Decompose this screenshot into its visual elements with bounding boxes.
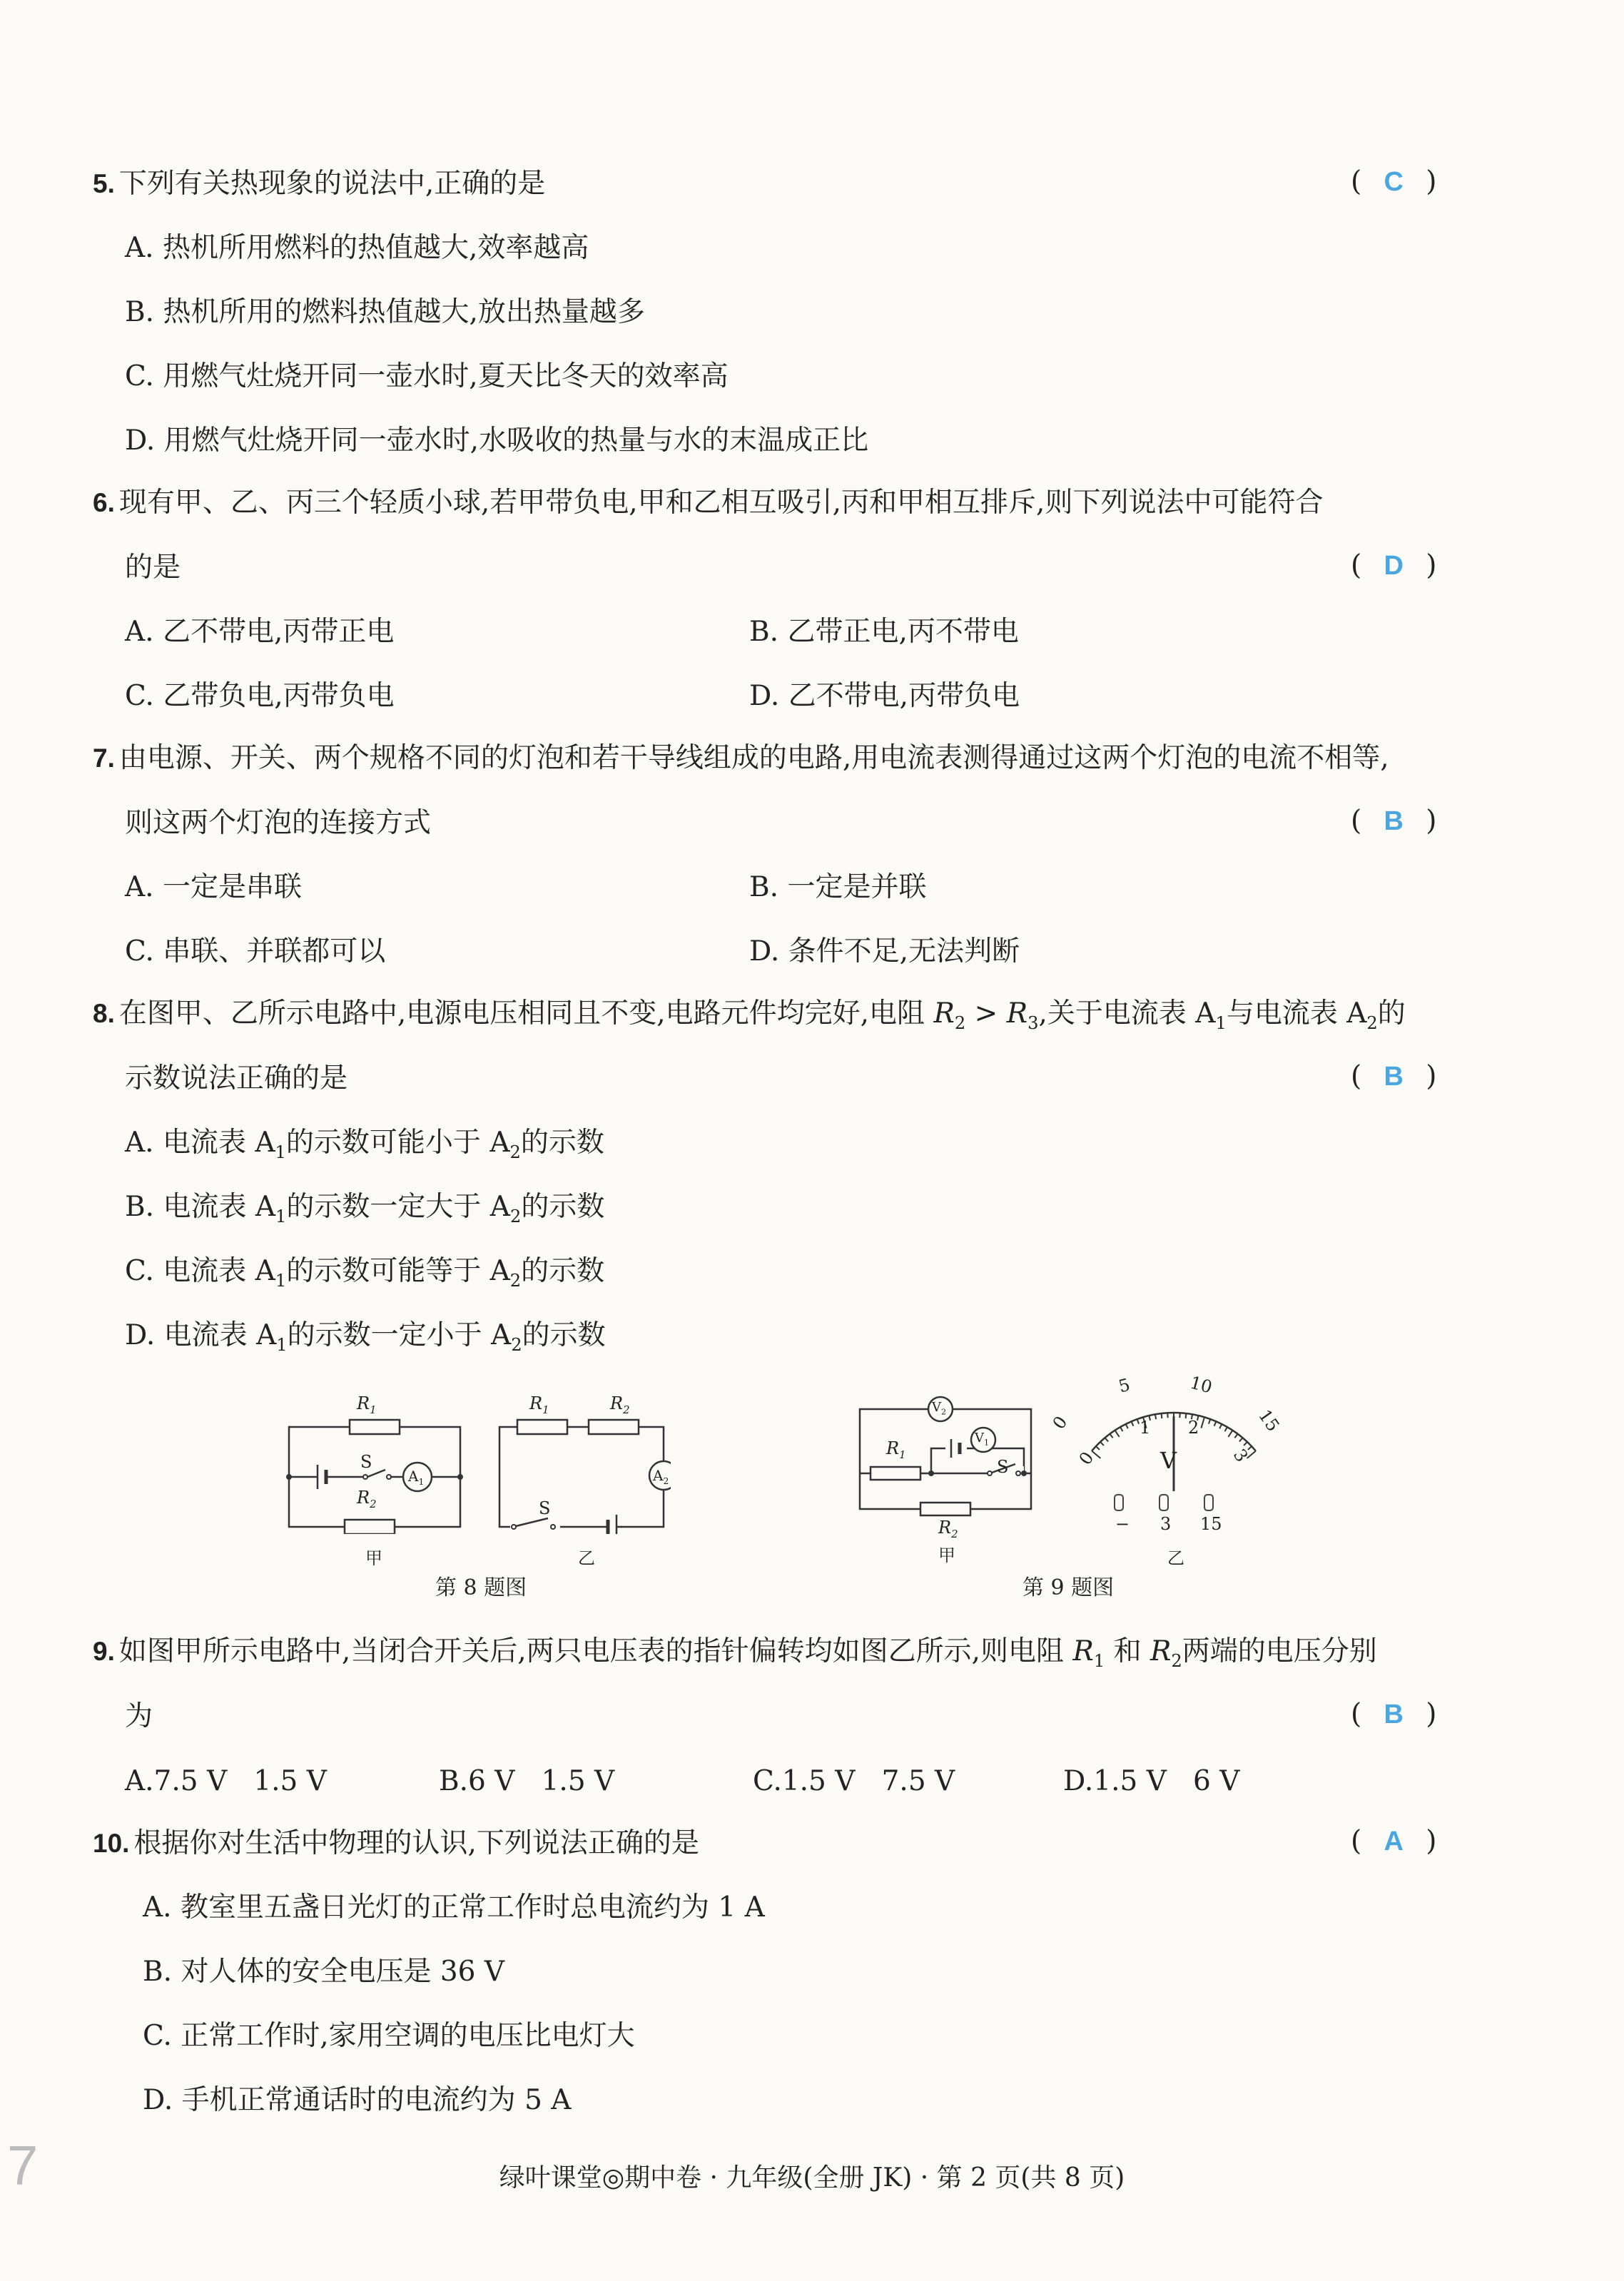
option-d: D. 乙不带电,丙带负电 (749, 680, 1020, 712)
answer-letter: C (1384, 167, 1404, 197)
fig8-yi-switch-label: S (539, 1498, 551, 1518)
question-number: 8. (93, 999, 115, 1028)
answer-letter: D (1384, 551, 1404, 581)
fig9-jia-label: 甲 (938, 1545, 955, 1565)
subscript: 2 (1366, 1012, 1378, 1033)
meter-inner-0: 0 (1075, 1448, 1098, 1469)
option-a: A. 热机所用燃料的热值越大,效率越高 (125, 232, 589, 264)
option-c: C. 串联、并联都可以 (125, 935, 386, 967)
fig9-circuit-jia (853, 1395, 1045, 1520)
stem-text: 如图甲所示电路中,当闭合开关后,两只电压表的指针偏转均如图乙所示,则电阻 (118, 1635, 1073, 1667)
meter-inner-1: 1 (1140, 1418, 1151, 1438)
option-b: B. 热机所用的燃料热值越大,放出热量越多 (125, 296, 645, 328)
stem-text: 下列有关热现象的说法中,正确的是 (118, 168, 546, 200)
question-8-stem-line2: 示数说法正确的是 (125, 1062, 348, 1094)
option-b: B. 对人体的安全电压是 36 V (143, 1956, 505, 1988)
stem-text: 在图甲、乙所示电路中,电源电压相同且不变,电路元件均完好,电阻 (118, 997, 934, 1030)
option-d: D. 用燃气灶烧开同一壶水时,水吸收的热量与水的末温成正比 (125, 425, 869, 457)
terminal-icon (1115, 1495, 1123, 1510)
meter-tick (1228, 1431, 1232, 1437)
terminal-label-15: 15 (1200, 1514, 1222, 1534)
option-b: B.6 V 1.5 V (439, 1765, 615, 1797)
option-d: D. 电流表 $A_1$的示数一定小于 $A_2$的示数 (125, 1319, 606, 1355)
fig8-r1-label: $R_1$ (357, 1393, 377, 1416)
answer-letter: B (1384, 1700, 1404, 1729)
meter-inner-2: 2 (1188, 1418, 1199, 1438)
meter-inner-3: 3 (1229, 1445, 1252, 1466)
subscript: 2 (954, 1012, 966, 1033)
question-number: 9. (93, 1637, 115, 1666)
option-b: B. 一定是并联 (749, 871, 927, 903)
answer-letter: B (1384, 806, 1404, 836)
question-7-stem-line2: 则这两个灯泡的连接方式 (125, 807, 432, 839)
option-c: C. 电流表 $A_1$的示数可能等于 $A_2$的示数 (125, 1255, 605, 1291)
fig8-yi-r2-label: $R_2$ (610, 1393, 630, 1416)
fig8-caption: 第 8 题图 (435, 1575, 527, 1600)
meter-outer-10: 10 (1187, 1372, 1214, 1398)
answer-letter: A (1384, 1827, 1404, 1856)
meter-outer-15: 15 (1254, 1406, 1284, 1436)
meter-outer-5: 5 (1116, 1374, 1132, 1397)
question-number: 6. (93, 488, 115, 517)
question-9-stem-line2: 为 (125, 1700, 153, 1732)
option-a: A. 电流表 $A_1$的示数可能小于 $A_2$的示数 (125, 1127, 604, 1162)
terminal-label-3: 3 (1160, 1514, 1172, 1534)
r3-symbol: R (1006, 997, 1028, 1030)
fig8-yi-r1-label: $R_1$ (529, 1393, 549, 1416)
meter-outer-0: 0 (1048, 1412, 1072, 1433)
question-6-stem-line2: 的是 (125, 552, 181, 584)
option-a: A. 乙不带电,丙带正电 (125, 616, 395, 648)
page-footer: 绿叶课堂◎期中卷 · 九年级(全册 JK) · 第 2 页(共 8 页) (499, 2163, 1125, 2193)
meter-tick (1115, 1431, 1120, 1437)
answer-bracket: ( B ) (1351, 805, 1437, 837)
fig9-v2-label: $V_2$ (932, 1400, 947, 1417)
option-a: A. 一定是串联 (125, 871, 302, 903)
fig9-r1-label: $R_1$ (886, 1438, 906, 1461)
option-c: C. 正常工作时,家用空调的电压比电灯大 (143, 2020, 635, 2052)
stem-text: 现有甲、乙、丙三个轻质小球,若甲带负电,甲和乙相互吸引,丙和甲相互排斥,则下列说法中可能符合 (118, 487, 1324, 519)
fig8-circuit-jia (282, 1391, 474, 1534)
subscript: 3 (1027, 1012, 1039, 1033)
stem-text: 与电流表 A (1226, 997, 1367, 1030)
subscript: 1 (1215, 1012, 1227, 1033)
r2-symbol: R (933, 997, 955, 1030)
option-b: B. 乙带正电,丙不带电 (749, 616, 1019, 648)
fig8-yi-label: 乙 (578, 1548, 595, 1568)
question-number: 10. (93, 1829, 130, 1858)
fig8-r2-label: $R_2$ (357, 1488, 377, 1510)
stem-text: 由电源、开关、两个规格不同的灯泡和若干导线组成的电路,用电流表测得通过这两个灯泡的电流不相等, (118, 742, 1389, 774)
answer-letter: B (1384, 1062, 1404, 1092)
option-c: C. 用燃气灶烧开同一壶水时,夏天比冬天的效率高 (125, 360, 729, 392)
terminal-icon (1159, 1495, 1168, 1510)
fig8-circuit-yi (492, 1391, 671, 1534)
question-5-stem (93, 170, 545, 198)
option-c: C.1.5 V 7.5 V (753, 1765, 955, 1797)
option-d: D. 条件不足,无法判断 (749, 935, 1020, 967)
terminal-icon (1204, 1495, 1213, 1510)
meter-unit-label: V (1160, 1447, 1177, 1474)
fig9-r2-label: $R_2$ (938, 1518, 958, 1540)
question-9-stem: 9. 如图甲所示电路中,当闭合开关后,两只电压表的指针偏转均如图乙所示,则电阻 $R_1$ 和 $R_2$两端的电压分别 (93, 1635, 1377, 1671)
question-6-stem (93, 489, 1323, 517)
stem-text: ,关于电流表 A (1038, 997, 1216, 1030)
option-a: A. 教室里五盏日光灯的正常工作时总电流约为 1 A (143, 1891, 765, 1924)
fig8-yi-ammeter2-label: $A_2$ (653, 1467, 669, 1486)
fig9-yi-label: 乙 (1167, 1548, 1184, 1568)
question-number: 7. (93, 743, 115, 773)
question-number: 5. (93, 169, 115, 198)
answer-bracket: ( B ) (1351, 1698, 1437, 1730)
option-d: D. 手机正常通话时的电流约为 5 A (143, 2084, 572, 2116)
terminal-label-negative: − (1115, 1514, 1130, 1534)
answer-bracket: ( D ) (1351, 549, 1437, 581)
fig9-caption: 第 9 题图 (1022, 1575, 1115, 1600)
fig8-jia-label: 甲 (365, 1548, 382, 1568)
question-7-stem (93, 744, 1389, 772)
answer-bracket: ( B ) (1351, 1060, 1437, 1092)
corner-page-mark: 7 (7, 2134, 39, 2197)
option-c: C. 乙带负电,丙带负电 (125, 680, 395, 712)
question-8-stem (93, 997, 1406, 1033)
stem-text: 根据你对生活中物理的认识,下列说法正确的是 (133, 1827, 699, 1859)
option-d: D.1.5 V 6 V (1063, 1765, 1240, 1797)
question-10-stem (93, 1829, 699, 1857)
meter-tick (1201, 1417, 1204, 1428)
fig9-v1-label: $V_1$ (975, 1431, 990, 1448)
fig8-ammeter1-label: $A_1$ (408, 1468, 425, 1487)
fig9-switch-label: S (997, 1457, 1009, 1477)
greater-than: > (965, 997, 1007, 1030)
option-b: B. 电流表 $A_1$的示数一定大于 $A_2$的示数 (125, 1191, 605, 1226)
answer-bracket: ( C ) (1351, 166, 1437, 198)
option-a: A.7.5 V 1.5 V (125, 1765, 327, 1797)
answer-bracket: ( A ) (1351, 1825, 1437, 1857)
fig8-switch-label: S (360, 1452, 372, 1472)
stem-text: 的 (1377, 997, 1406, 1030)
